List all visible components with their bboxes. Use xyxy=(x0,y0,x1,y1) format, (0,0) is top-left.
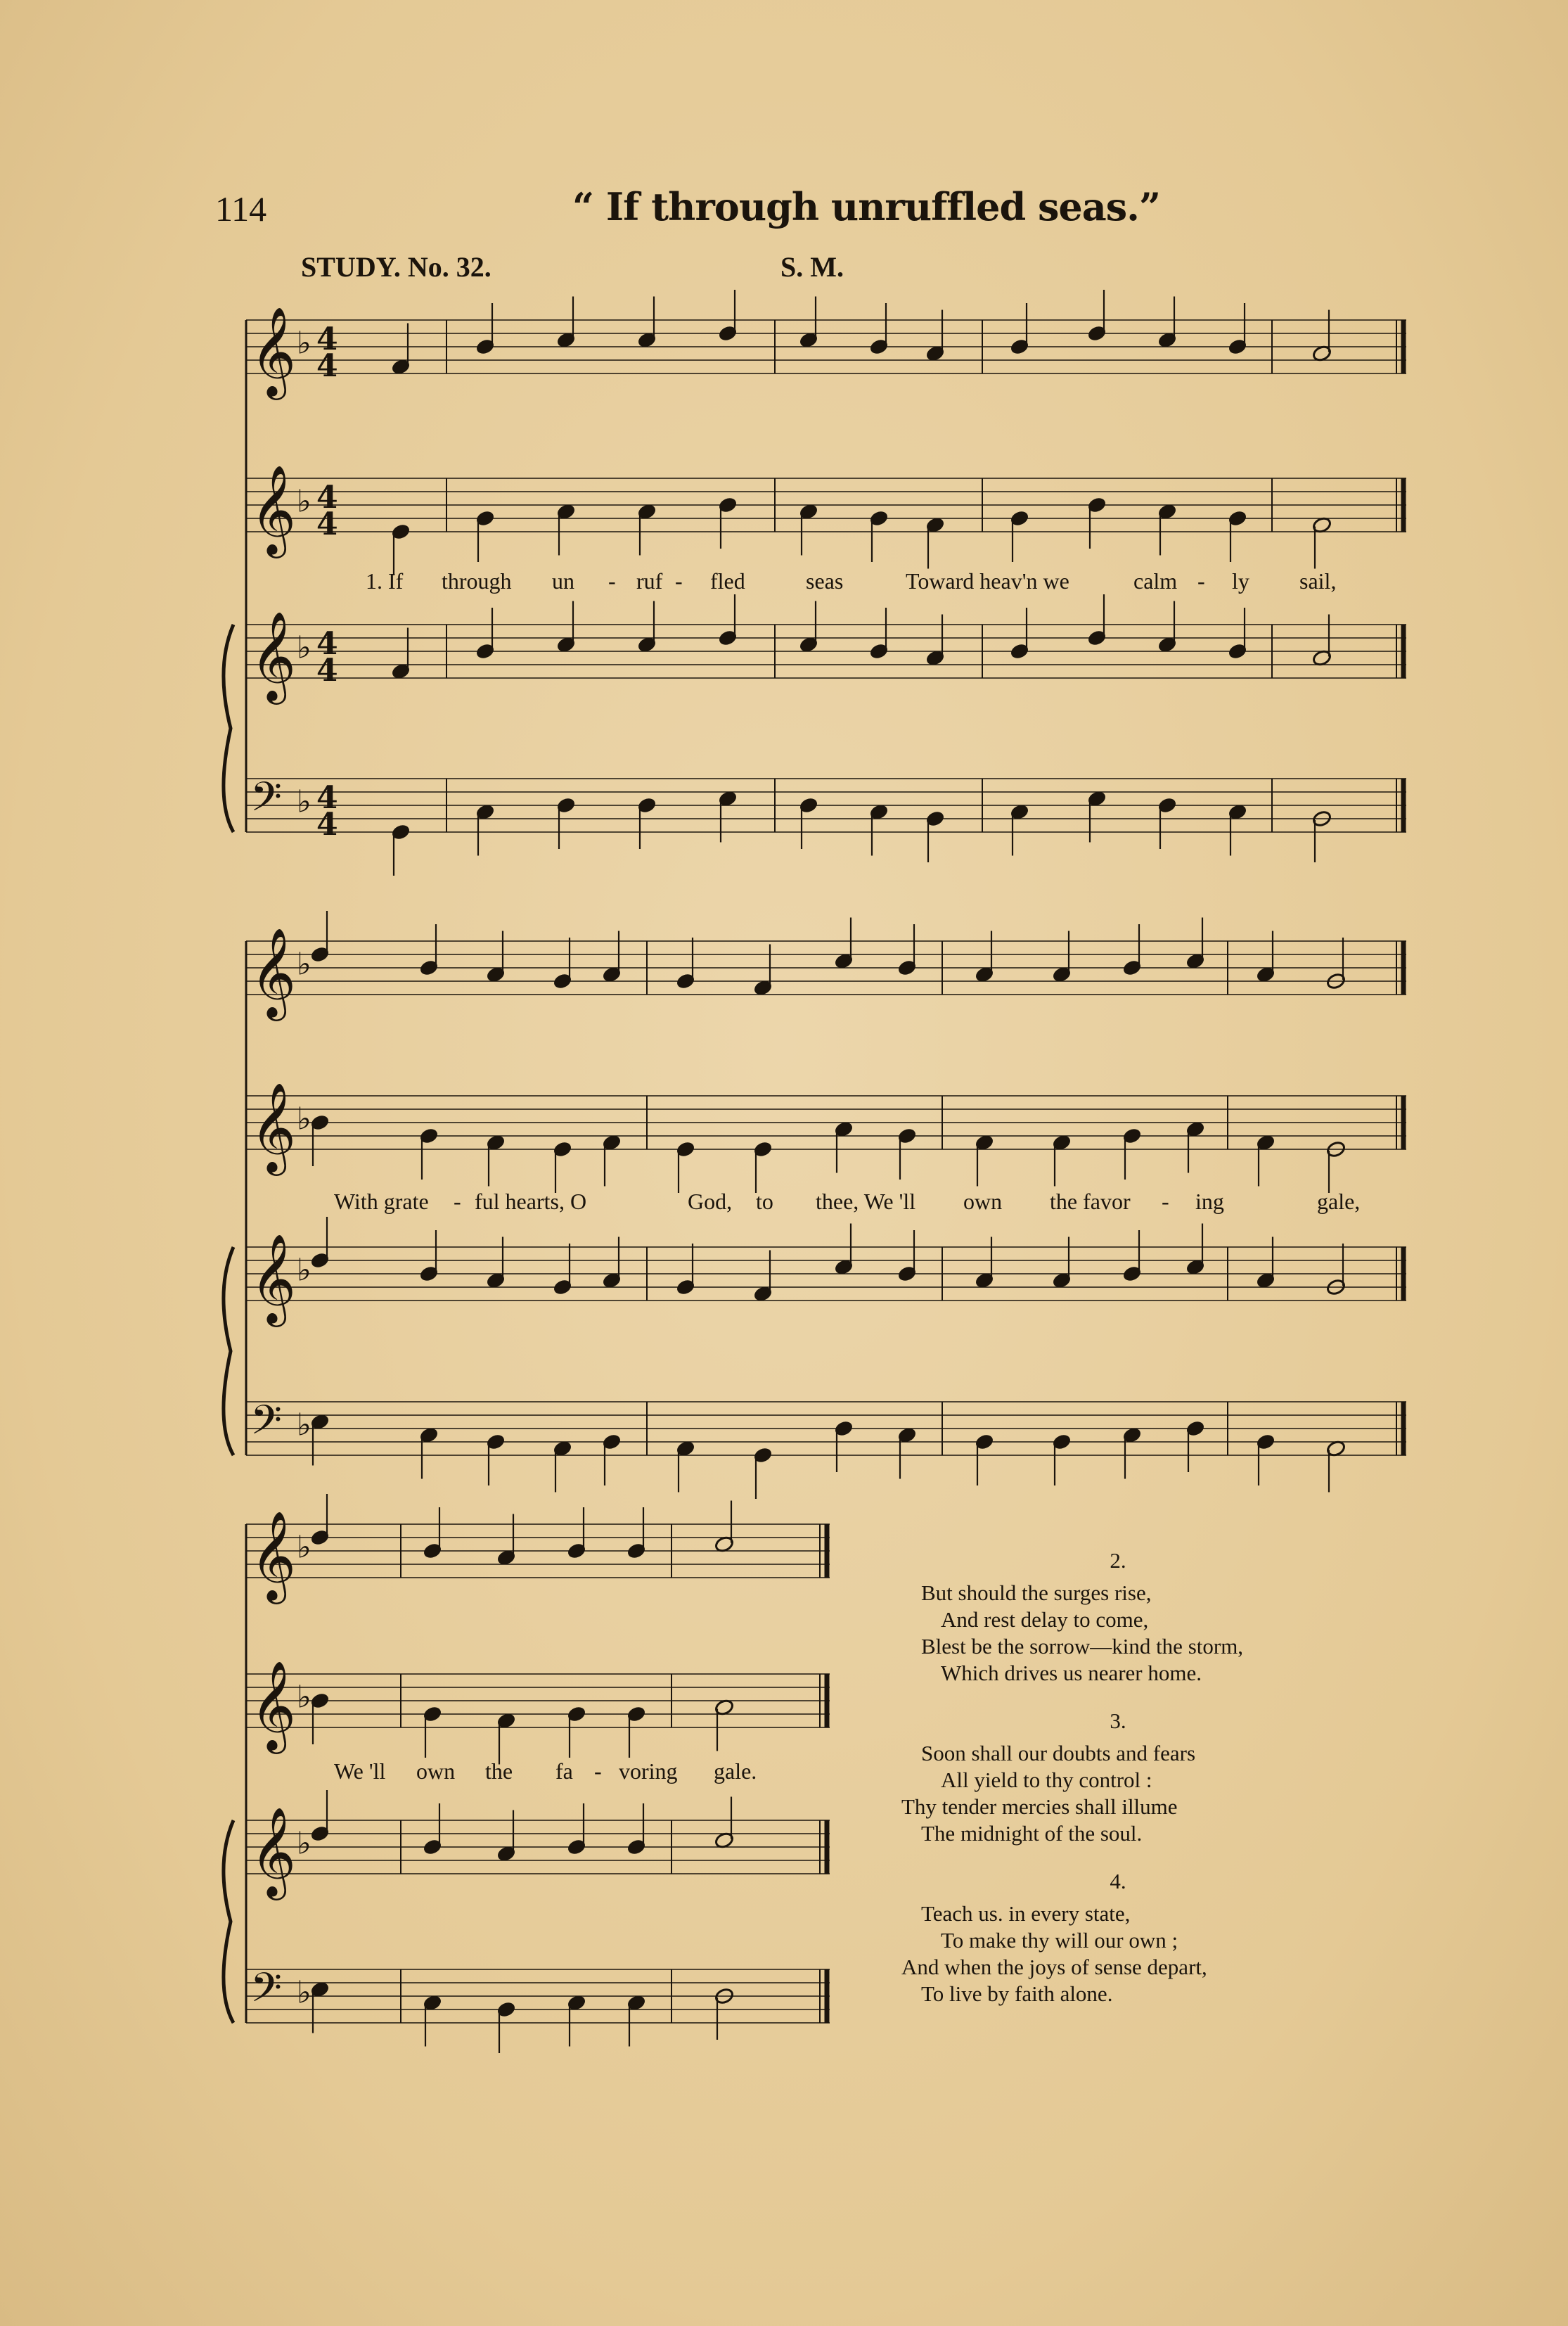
study-number: STUDY. No. 32. xyxy=(301,251,491,283)
treble-clef-icon: 𝄞 xyxy=(250,611,297,701)
lyric-syllable: voring xyxy=(619,1758,678,1784)
page-number: 114 xyxy=(215,189,267,229)
treble-clef-icon: 𝄞 xyxy=(250,1233,297,1323)
flat-icon: ♭ xyxy=(297,1407,311,1443)
hymn-title: “ If through unruffled seas.” xyxy=(572,184,1161,229)
time-signature: 4 xyxy=(316,653,338,689)
stanza-line: And when the joys of sense depart, xyxy=(901,1955,1207,1979)
bass-clef-icon: 𝄢 xyxy=(250,773,283,831)
stanza-3 xyxy=(901,1708,1413,1847)
treble-clef-icon: 𝄞 xyxy=(250,464,297,554)
stanza-4 xyxy=(901,1868,1413,2007)
stanza-line: All yield to thy control : xyxy=(941,1768,1152,1792)
lyric-syllable: ruf xyxy=(636,568,663,594)
lyric-syllable: through xyxy=(442,568,512,594)
flat-icon: ♭ xyxy=(297,630,311,666)
flat-icon: ♭ xyxy=(297,946,311,983)
stanza-number: 4. xyxy=(1110,1869,1126,1893)
flat-icon: ♭ xyxy=(297,784,311,820)
stanza-line: Blest be the sorrow—kind the storm, xyxy=(921,1634,1244,1659)
stanza-line: Teach us. in every state, xyxy=(921,1901,1131,1926)
treble-clef-icon: 𝄞 xyxy=(250,1510,297,1600)
lyric-syllable: gale. xyxy=(714,1758,757,1784)
flat-icon: ♭ xyxy=(297,1974,311,2011)
time-signature: 4 xyxy=(316,506,338,542)
lyric-syllable: God, xyxy=(688,1189,733,1214)
piano-brace xyxy=(224,1820,233,2023)
lyric-syllable: 1. If xyxy=(366,568,404,594)
flat-icon: ♭ xyxy=(297,1252,311,1289)
stanza-number: 3. xyxy=(1110,1708,1126,1733)
lyric-syllable: own xyxy=(963,1189,1003,1214)
treble-clef-icon: 𝄞 xyxy=(250,306,297,396)
meter-label: S. M. xyxy=(780,251,844,283)
lyric-syllable: own xyxy=(416,1758,456,1784)
stanza-line: To live by faith alone. xyxy=(921,1981,1113,2006)
stanza-line: And rest delay to come, xyxy=(941,1607,1149,1632)
piano-brace xyxy=(224,625,233,832)
lyric-syllable: gale, xyxy=(1317,1189,1361,1214)
stanza-line: But should the surges rise, xyxy=(921,1580,1152,1605)
stanza-2 xyxy=(921,1547,1413,1687)
flat-icon: ♭ xyxy=(297,1679,311,1715)
time-signature: 4 xyxy=(316,480,338,516)
lyric-syllable: Toward heav'n we xyxy=(906,568,1069,594)
lyric-syllable: - xyxy=(675,568,683,594)
flat-icon: ♭ xyxy=(297,1529,311,1566)
lyric-syllable: We 'll xyxy=(334,1758,386,1784)
time-signature: 4 xyxy=(316,321,338,357)
flat-icon: ♭ xyxy=(297,1101,311,1137)
flat-icon: ♭ xyxy=(297,483,311,520)
lyric-syllable: - xyxy=(608,568,616,594)
lyric-syllable: thee, We 'll xyxy=(816,1189,916,1214)
treble-clef-icon: 𝄞 xyxy=(250,1082,297,1172)
lyric-syllable: - xyxy=(454,1189,461,1214)
lyric-syllable: the xyxy=(485,1758,513,1784)
lyric-syllable: - xyxy=(1162,1189,1169,1214)
flat-icon: ♭ xyxy=(297,325,311,362)
lyric-syllable: ful hearts, O xyxy=(475,1189,587,1214)
additional-stanzas xyxy=(901,1540,1413,2007)
lyric-syllable: un xyxy=(552,568,574,594)
time-signature: 4 xyxy=(316,626,338,662)
lyric-syllable: - xyxy=(1197,568,1205,594)
stanza-line: Thy tender mercies shall illume xyxy=(901,1794,1178,1819)
bass-clef-icon: 𝄢 xyxy=(250,1964,283,2021)
lyric-syllable: With grate xyxy=(334,1189,429,1214)
lyric-syllable: seas xyxy=(806,568,844,594)
stanza-number: 2. xyxy=(1110,1548,1126,1573)
lyric-syllable: the favor xyxy=(1050,1189,1131,1214)
lyric-syllable: sail, xyxy=(1299,568,1337,594)
time-signature: 4 xyxy=(316,780,338,816)
lyric-syllable: ing xyxy=(1195,1189,1224,1214)
treble-clef-icon: 𝄞 xyxy=(250,1806,297,1896)
lyric-syllable: to xyxy=(756,1189,773,1214)
time-signature: 4 xyxy=(316,807,338,843)
stanza-line: Soon shall our doubts and fears xyxy=(921,1741,1196,1765)
stanza-line: To make thy will our own ; xyxy=(941,1928,1178,1953)
lyric-syllable: fa xyxy=(555,1758,573,1784)
stanza-line: Which drives us nearer home. xyxy=(941,1661,1202,1685)
lyric-syllable: fled xyxy=(710,568,745,594)
flat-icon: ♭ xyxy=(297,1825,311,1862)
piano-brace xyxy=(224,1247,233,1455)
time-signature: 4 xyxy=(316,348,338,384)
lyric-syllable: calm xyxy=(1133,568,1178,594)
treble-clef-icon: 𝄞 xyxy=(250,1660,297,1750)
lyric-syllable: - xyxy=(594,1758,602,1784)
lyric-syllable: ly xyxy=(1232,568,1249,594)
treble-clef-icon: 𝄞 xyxy=(250,927,297,1017)
bass-clef-icon: 𝄢 xyxy=(250,1396,283,1454)
stanza-line: The midnight of the soul. xyxy=(921,1821,1143,1846)
